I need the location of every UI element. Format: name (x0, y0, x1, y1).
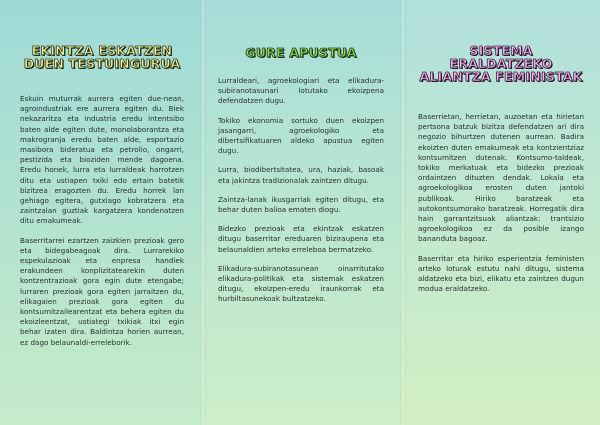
fold-line (200, 0, 206, 425)
paragraph: Eskuin muturrak aurrera egiten due-nean, agroindustriak ere aurrera egiten du. Biek nekazaritza eta industria eredu intentsibo baten alde egiten dute, monolaborantza eta makrogranja eredu baten alde, esportazio masibora bideratua eta petrolio, ongarri, pestizida eta bioziden mende dagoena. Eredu honek, lurra eta lurraldeak harrotzen ditu eta ustiapen txiki edo ertain batetik bizitzea eragozten du. Eredu horrek lan gehiago egitera, gutxiago kobratzera eta zaintzalan guztiak kargatzera kondenatzen ditu emakumeak. (20, 94, 184, 226)
paragraph: Lurra, biodibertsitatea, ura, haziak, basoak eta jakintza tradizionalak zaintzen ditugu. (218, 165, 384, 185)
heading-line: DUEN TESTUINGURUA (23, 56, 181, 71)
paragraph: Lurraldeari, agroekologiari eta elikadura-subiranotasunari lotutako ekoizpena defendatzen dugu. (218, 76, 384, 106)
panel-feminist-alliances-body (418, 112, 584, 303)
paragraph: Bidezko prezioak eta ekintzak eskatzen ditugu baserritar ereduaren biziraupena eta belaunaldien arteko erreleboa bermatzeko. (218, 224, 384, 254)
panel-context (0, 0, 200, 425)
heading-line: ERALDATZEKO (449, 56, 553, 71)
panel-our-bet (200, 0, 400, 425)
heading-line: GURE APUSTUA (245, 45, 357, 60)
paragraph: Tokiko ekonomia sortuko duen ekoizpen jasangarri, agroekologiko eta dibertsifikatuaren aldeko apustua egiten dugu. (218, 115, 384, 156)
paragraph: Baserrietan, herrietan, auzoetan eta hirietan pertsona batzuk bizitza defendatzen ari dira negozio bihurtzen dutenen aurrean. Badira ekoizten duten emakumeak eta kontzientziaz kontsumitzen dutenak. Kontsumo-taldeak, tokiko merkatuak eta bidezko prezioak ordaintzen dituzten dendak. Lokala eta agroekologikoa erosten duten jantoki publikoak. Hiriko baratzeak eta autokontsumorako baratzeak. Horregatik dira hain garrantzitsuak aliantzak: trantsizio agroekologikoa ez da posible izango bananduta bagoaz. (418, 112, 584, 244)
panel-our-bet-body (218, 76, 384, 314)
panel-feminist-alliances (400, 0, 600, 425)
heading-line: EKINTZA ESKATZEN (31, 43, 173, 58)
paragraph: Baserritar eta hiriko esperientzia feministen arteko loturak estutu nahi ditugu, sistema aldatzeko eta bizi, elikatu eta zaintzen dugun modua eraldatzeko. (418, 253, 584, 294)
panel-context-heading (20, 44, 184, 70)
paragraph: Elikadura-subiranotasunean oinarritutako elikadura-politikak eta sistemak eskatzen ditugu, ekoizpen-eredu iraunkorrak eta hurbiltasunekoak bultzatzeko. (218, 263, 384, 304)
panel-feminist-alliances-heading (418, 44, 584, 83)
heading-line: SISTEMA (469, 43, 533, 58)
paragraph: Baserritarrei ezartzen zaizkien prezioak gero eta bidegabeagoak dira. Lurrarekiko espekulazioak eta enpresa handiek erakundeen konplizitatearekin duten kontzentrazioak gora egin dute etengabe; lurraren prezioak gora egiten jarraitzen du, elikagaien prezioak gora egiten du kontsumitzailearentzat eta behera egiten du ekoizleentzat, ustiategi txikiak itxi egin behar izaten dira. Baldintza horien aurrean, ez dago belaunaldi-erreleborik. (20, 235, 184, 347)
panel-our-bet-heading (218, 46, 384, 59)
panel-context-body (20, 94, 184, 357)
heading-line: ALIANTZA FEMINISTAK (419, 69, 583, 84)
paragraph: Zaintza-lanak ikusgarriak egiten ditugu, eta behar duten balioa ematen diogu. (218, 194, 384, 215)
fold-line (400, 0, 406, 425)
